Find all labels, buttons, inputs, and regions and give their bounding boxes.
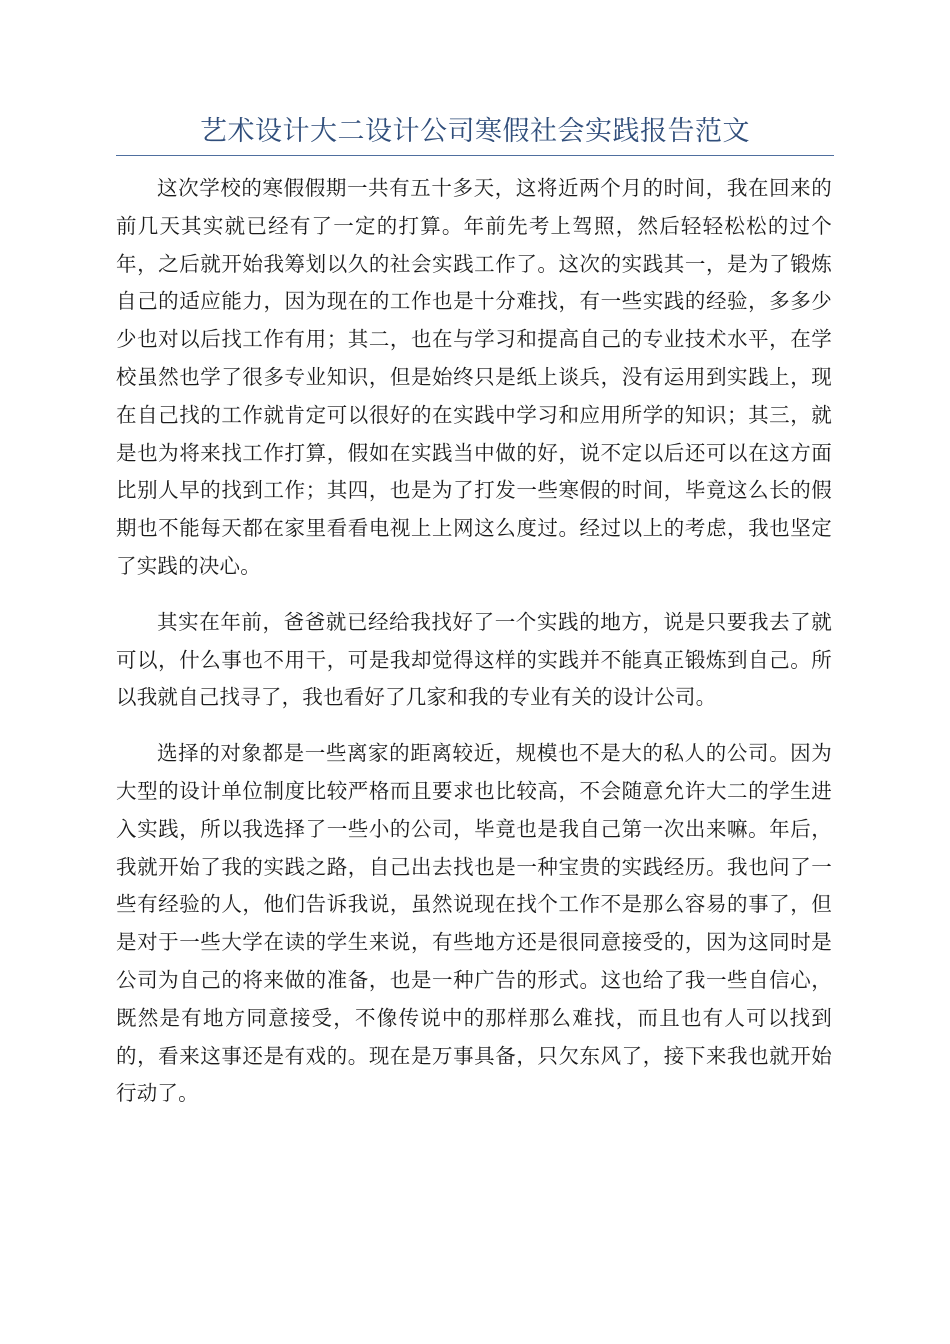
document-title: 艺术设计大二设计公司寒假社会实践报告范文 [200,116,750,147]
document-body [116,170,832,1131]
paragraph: 选择的对象都是一些离家的距离较近，规模也不是大的私人的公司。因为大型的设计单位制度比较严格而且要求也比较高，不会随意允许大二的学生进入实践，所以我选择了一些小的公司，毕竟也是我自己第一次出来嘛。年后，我就开始了我的实践之路，自己出去找也是一种宝贵的实践经历。我也问了一些有经验的人，他们告诉我说，虽然说现在找个工作不是那么容易的事了，但是对于一些大学在读的学生来说，有些地方还是很同意接受的，因为这同时是公司为自己的将来做的准备，也是一种广告的形式。这也给了我一些自信心，既然是有地方同意接受，不像传说中的那样那么难找，而且也有人可以找到的，看来这事还是有戏的。现在是万事具备，只欠东风了，接下来我也就开始行动了。 [116,741,832,1106]
title-underline [116,155,834,156]
paragraph: 其实在年前，爸爸就已经给我找好了一个实践的地方，说是只要我去了就可以，什么事也不用干，可是我却觉得这样的实践并不能真正锻炼到自己。所以我就自己找寻了，我也看好了几家和我的专业有关的设计公司。 [116,609,832,710]
paragraph: 这次学校的寒假假期一共有五十多天，这将近两个月的时间，我在回来的前几天其实就已经有了一定的打算。年前先考上驾照，然后轻轻松松的过个年，之后就开始我筹划以久的社会实践工作了。这次的实践其一，是为了锻炼自己的适应能力，因为现在的工作也是十分难找，有一些实践的经验，多多少少也对以后找工作有用；其二，也在与学习和提高自己的专业技术水平，在学校虽然也学了很多专业知识，但是始终只是纸上谈兵，没有运用到实践上，现在自己找的工作就肯定可以很好的在实践中学习和应用所学的知识；其三，就是也为将来找工作打算，假如在实践当中做的好，说不定以后还可以在这方面比别人早的找到工作；其四，也是为了打发一些寒假的时间，毕竟这么长的假期也不能每天都在家里看看电视上上网这么度过。经过以上的考虑，我也坚定了实践的决心。 [116,176,832,578]
